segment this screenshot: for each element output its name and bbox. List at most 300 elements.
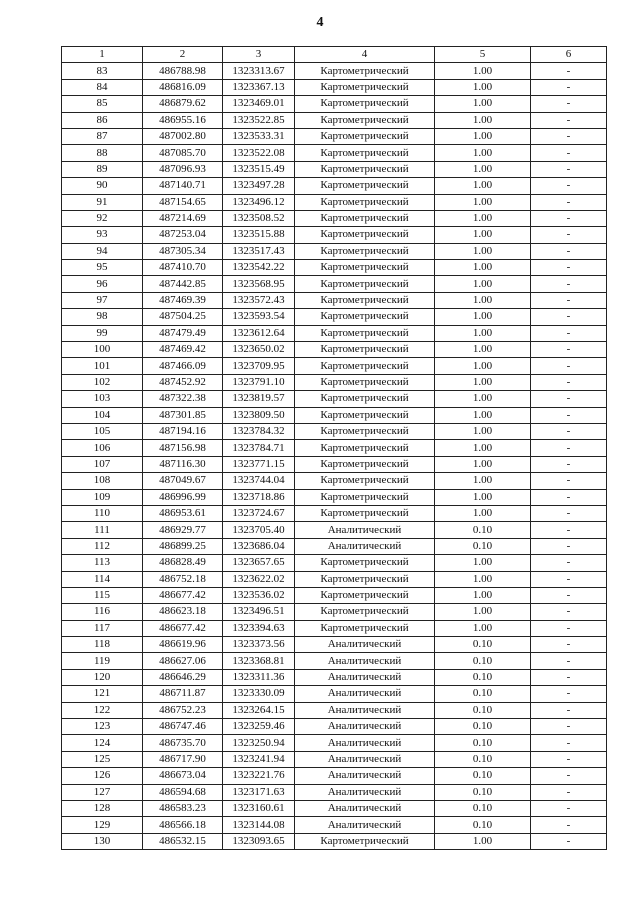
table-row xyxy=(62,555,607,571)
table-row xyxy=(62,145,607,161)
method-cell: Картометрический xyxy=(295,128,435,144)
y-coordinate-cell: 1323724.67 xyxy=(223,505,295,521)
y-coordinate-cell: 1323593.54 xyxy=(223,309,295,325)
x-coordinate-cell: 486752.18 xyxy=(143,571,223,587)
y-coordinate-cell: 1323718.86 xyxy=(223,489,295,505)
method-cell: Аналитический xyxy=(295,637,435,653)
point-number-cell: 107 xyxy=(62,456,143,472)
y-coordinate-cell: 1323517.43 xyxy=(223,243,295,259)
y-coordinate-cell: 1323657.65 xyxy=(223,555,295,571)
point-number-cell: 105 xyxy=(62,423,143,439)
table-row xyxy=(62,505,607,521)
y-coordinate-cell: 1323330.09 xyxy=(223,686,295,702)
y-coordinate-cell: 1323144.08 xyxy=(223,817,295,833)
x-coordinate-cell: 487194.16 xyxy=(143,423,223,439)
method-cell: Картометрический xyxy=(295,260,435,276)
y-coordinate-cell: 1323784.32 xyxy=(223,423,295,439)
table-row xyxy=(62,292,607,308)
x-coordinate-cell: 487002.80 xyxy=(143,128,223,144)
point-number-cell: 90 xyxy=(62,178,143,194)
x-coordinate-cell: 487504.25 xyxy=(143,309,223,325)
y-coordinate-cell: 1323313.67 xyxy=(223,63,295,79)
x-coordinate-cell: 486752.23 xyxy=(143,702,223,718)
point-number-cell: 112 xyxy=(62,538,143,554)
method-cell: Картометрический xyxy=(295,473,435,489)
accuracy-cell: 0.10 xyxy=(435,800,531,816)
accuracy-cell: 1.00 xyxy=(435,276,531,292)
accuracy-cell: 1.00 xyxy=(435,423,531,439)
point-number-cell: 106 xyxy=(62,440,143,456)
x-coordinate-cell: 487253.04 xyxy=(143,227,223,243)
point-number-cell: 127 xyxy=(62,784,143,800)
table-row xyxy=(62,604,607,620)
x-coordinate-cell: 487469.42 xyxy=(143,342,223,358)
x-coordinate-cell: 486594.68 xyxy=(143,784,223,800)
y-coordinate-cell: 1323259.46 xyxy=(223,719,295,735)
note-cell: - xyxy=(531,538,607,554)
table-row xyxy=(62,128,607,144)
note-cell: - xyxy=(531,145,607,161)
note-cell: - xyxy=(531,522,607,538)
y-coordinate-cell: 1323497.28 xyxy=(223,178,295,194)
method-cell: Аналитический xyxy=(295,719,435,735)
accuracy-cell: 0.10 xyxy=(435,817,531,833)
method-cell: Картометрический xyxy=(295,325,435,341)
table-row xyxy=(62,489,607,505)
note-cell: - xyxy=(531,604,607,620)
note-cell: - xyxy=(531,686,607,702)
note-cell: - xyxy=(531,227,607,243)
table-row xyxy=(62,374,607,390)
x-coordinate-cell: 487140.71 xyxy=(143,178,223,194)
point-number-cell: 83 xyxy=(62,63,143,79)
note-cell: - xyxy=(531,800,607,816)
table-row xyxy=(62,751,607,767)
y-coordinate-cell: 1323368.81 xyxy=(223,653,295,669)
accuracy-cell: 0.10 xyxy=(435,522,531,538)
table-row xyxy=(62,587,607,603)
table-row xyxy=(62,227,607,243)
x-coordinate-cell: 486828.49 xyxy=(143,555,223,571)
y-coordinate-cell: 1323367.13 xyxy=(223,79,295,95)
point-number-cell: 124 xyxy=(62,735,143,751)
table-row xyxy=(62,194,607,210)
accuracy-cell: 1.00 xyxy=(435,325,531,341)
method-cell: Аналитический xyxy=(295,768,435,784)
method-cell: Картометрический xyxy=(295,63,435,79)
note-cell: - xyxy=(531,637,607,653)
method-cell: Картометрический xyxy=(295,342,435,358)
point-number-cell: 88 xyxy=(62,145,143,161)
point-number-cell: 116 xyxy=(62,604,143,620)
y-coordinate-cell: 1323622.02 xyxy=(223,571,295,587)
method-cell: Картометрический xyxy=(295,276,435,292)
table-row xyxy=(62,243,607,259)
accuracy-cell: 0.10 xyxy=(435,669,531,685)
table-row xyxy=(62,571,607,587)
accuracy-cell: 1.00 xyxy=(435,79,531,95)
note-cell: - xyxy=(531,669,607,685)
method-cell: Картометрический xyxy=(295,374,435,390)
table-row xyxy=(62,358,607,374)
accuracy-cell: 1.00 xyxy=(435,440,531,456)
table-row xyxy=(62,522,607,538)
x-coordinate-cell: 486996.99 xyxy=(143,489,223,505)
y-coordinate-cell: 1323705.40 xyxy=(223,522,295,538)
table-row xyxy=(62,309,607,325)
table-row xyxy=(62,702,607,718)
note-cell: - xyxy=(531,96,607,112)
method-cell: Картометрический xyxy=(295,456,435,472)
table-row xyxy=(62,653,607,669)
x-coordinate-cell: 487410.70 xyxy=(143,260,223,276)
accuracy-cell: 1.00 xyxy=(435,292,531,308)
y-coordinate-cell: 1323533.31 xyxy=(223,128,295,144)
method-cell: Картометрический xyxy=(295,210,435,226)
method-cell: Аналитический xyxy=(295,686,435,702)
point-number-cell: 85 xyxy=(62,96,143,112)
accuracy-cell: 1.00 xyxy=(435,227,531,243)
accuracy-cell: 1.00 xyxy=(435,178,531,194)
method-cell: Аналитический xyxy=(295,784,435,800)
x-coordinate-cell: 486566.18 xyxy=(143,817,223,833)
note-cell: - xyxy=(531,112,607,128)
point-number-cell: 111 xyxy=(62,522,143,538)
point-number-cell: 109 xyxy=(62,489,143,505)
column-header: 1 xyxy=(62,47,143,63)
accuracy-cell: 1.00 xyxy=(435,161,531,177)
note-cell: - xyxy=(531,178,607,194)
y-coordinate-cell: 1323515.88 xyxy=(223,227,295,243)
table-row xyxy=(62,161,607,177)
method-cell: Картометрический xyxy=(295,194,435,210)
table-row xyxy=(62,768,607,784)
x-coordinate-cell: 486735.70 xyxy=(143,735,223,751)
point-number-cell: 89 xyxy=(62,161,143,177)
note-cell: - xyxy=(531,505,607,521)
accuracy-cell: 1.00 xyxy=(435,260,531,276)
x-coordinate-cell: 487479.49 xyxy=(143,325,223,341)
point-number-cell: 113 xyxy=(62,555,143,571)
point-number-cell: 110 xyxy=(62,505,143,521)
point-number-cell: 121 xyxy=(62,686,143,702)
method-cell: Картометрический xyxy=(295,440,435,456)
accuracy-cell: 1.00 xyxy=(435,112,531,128)
y-coordinate-cell: 1323709.95 xyxy=(223,358,295,374)
accuracy-cell: 0.10 xyxy=(435,768,531,784)
method-cell: Картометрический xyxy=(295,358,435,374)
accuracy-cell: 1.00 xyxy=(435,391,531,407)
method-cell: Картометрический xyxy=(295,587,435,603)
point-number-cell: 122 xyxy=(62,702,143,718)
method-cell: Аналитический xyxy=(295,538,435,554)
point-number-cell: 126 xyxy=(62,768,143,784)
note-cell: - xyxy=(531,735,607,751)
method-cell: Аналитический xyxy=(295,653,435,669)
accuracy-cell: 1.00 xyxy=(435,309,531,325)
note-cell: - xyxy=(531,128,607,144)
method-cell: Аналитический xyxy=(295,522,435,538)
x-coordinate-cell: 486955.16 xyxy=(143,112,223,128)
table-row xyxy=(62,800,607,816)
y-coordinate-cell: 1323522.85 xyxy=(223,112,295,128)
table-row xyxy=(62,178,607,194)
method-cell: Картометрический xyxy=(295,96,435,112)
note-cell: - xyxy=(531,325,607,341)
y-coordinate-cell: 1323568.95 xyxy=(223,276,295,292)
x-coordinate-cell: 486532.15 xyxy=(143,833,223,849)
point-number-cell: 123 xyxy=(62,719,143,735)
column-header: 4 xyxy=(295,47,435,63)
note-cell: - xyxy=(531,440,607,456)
accuracy-cell: 1.00 xyxy=(435,374,531,390)
x-coordinate-cell: 486879.62 xyxy=(143,96,223,112)
accuracy-cell: 0.10 xyxy=(435,719,531,735)
table-row xyxy=(62,276,607,292)
accuracy-cell: 0.10 xyxy=(435,735,531,751)
x-coordinate-cell: 487305.34 xyxy=(143,243,223,259)
y-coordinate-cell: 1323250.94 xyxy=(223,735,295,751)
note-cell: - xyxy=(531,309,607,325)
x-coordinate-cell: 486788.98 xyxy=(143,63,223,79)
accuracy-cell: 1.00 xyxy=(435,243,531,259)
accuracy-cell: 1.00 xyxy=(435,555,531,571)
note-cell: - xyxy=(531,587,607,603)
point-number-cell: 120 xyxy=(62,669,143,685)
method-cell: Картометрический xyxy=(295,243,435,259)
table-row xyxy=(62,79,607,95)
point-number-cell: 94 xyxy=(62,243,143,259)
point-number-cell: 129 xyxy=(62,817,143,833)
accuracy-cell: 0.10 xyxy=(435,637,531,653)
x-coordinate-cell: 486816.09 xyxy=(143,79,223,95)
table-row xyxy=(62,669,607,685)
y-coordinate-cell: 1323542.22 xyxy=(223,260,295,276)
x-coordinate-cell: 486899.25 xyxy=(143,538,223,554)
table-row xyxy=(62,407,607,423)
point-number-cell: 98 xyxy=(62,309,143,325)
x-coordinate-cell: 487466.09 xyxy=(143,358,223,374)
y-coordinate-cell: 1323522.08 xyxy=(223,145,295,161)
method-cell: Картометрический xyxy=(295,391,435,407)
accuracy-cell: 1.00 xyxy=(435,620,531,636)
note-cell: - xyxy=(531,620,607,636)
table-row xyxy=(62,325,607,341)
point-number-cell: 108 xyxy=(62,473,143,489)
point-number-cell: 104 xyxy=(62,407,143,423)
method-cell: Картометрический xyxy=(295,833,435,849)
x-coordinate-cell: 487156.98 xyxy=(143,440,223,456)
method-cell: Аналитический xyxy=(295,735,435,751)
method-cell: Картометрический xyxy=(295,407,435,423)
x-coordinate-cell: 486711.87 xyxy=(143,686,223,702)
x-coordinate-cell: 486677.42 xyxy=(143,620,223,636)
y-coordinate-cell: 1323171.63 xyxy=(223,784,295,800)
point-number-cell: 130 xyxy=(62,833,143,849)
y-coordinate-cell: 1323496.51 xyxy=(223,604,295,620)
note-cell: - xyxy=(531,260,607,276)
y-coordinate-cell: 1323784.71 xyxy=(223,440,295,456)
column-header: 3 xyxy=(223,47,295,63)
y-coordinate-cell: 1323221.76 xyxy=(223,768,295,784)
method-cell: Аналитический xyxy=(295,702,435,718)
point-number-cell: 103 xyxy=(62,391,143,407)
table-row xyxy=(62,112,607,128)
x-coordinate-cell: 487085.70 xyxy=(143,145,223,161)
point-number-cell: 99 xyxy=(62,325,143,341)
table-body xyxy=(62,63,607,850)
accuracy-cell: 1.00 xyxy=(435,473,531,489)
table-row xyxy=(62,735,607,751)
accuracy-cell: 1.00 xyxy=(435,489,531,505)
accuracy-cell: 1.00 xyxy=(435,358,531,374)
x-coordinate-cell: 486747.46 xyxy=(143,719,223,735)
y-coordinate-cell: 1323311.36 xyxy=(223,669,295,685)
accuracy-cell: 1.00 xyxy=(435,587,531,603)
note-cell: - xyxy=(531,210,607,226)
method-cell: Аналитический xyxy=(295,817,435,833)
note-cell: - xyxy=(531,571,607,587)
y-coordinate-cell: 1323744.04 xyxy=(223,473,295,489)
table-row xyxy=(62,440,607,456)
x-coordinate-cell: 487452.92 xyxy=(143,374,223,390)
table-row xyxy=(62,96,607,112)
accuracy-cell: 0.10 xyxy=(435,653,531,669)
accuracy-cell: 1.00 xyxy=(435,128,531,144)
y-coordinate-cell: 1323508.52 xyxy=(223,210,295,226)
x-coordinate-cell: 486673.04 xyxy=(143,768,223,784)
method-cell: Картометрический xyxy=(295,178,435,194)
point-number-cell: 100 xyxy=(62,342,143,358)
point-number-cell: 125 xyxy=(62,751,143,767)
point-number-cell: 128 xyxy=(62,800,143,816)
table-row xyxy=(62,817,607,833)
y-coordinate-cell: 1323819.57 xyxy=(223,391,295,407)
x-coordinate-cell: 487301.85 xyxy=(143,407,223,423)
method-cell: Картометрический xyxy=(295,161,435,177)
y-coordinate-cell: 1323264.15 xyxy=(223,702,295,718)
x-coordinate-cell: 487116.30 xyxy=(143,456,223,472)
x-coordinate-cell: 487096.93 xyxy=(143,161,223,177)
column-header: 6 xyxy=(531,47,607,63)
table-row xyxy=(62,538,607,554)
accuracy-cell: 1.00 xyxy=(435,604,531,620)
y-coordinate-cell: 1323394.63 xyxy=(223,620,295,636)
note-cell: - xyxy=(531,243,607,259)
method-cell: Картометрический xyxy=(295,423,435,439)
y-coordinate-cell: 1323241.94 xyxy=(223,751,295,767)
x-coordinate-cell: 486646.29 xyxy=(143,669,223,685)
point-number-cell: 92 xyxy=(62,210,143,226)
table-row xyxy=(62,342,607,358)
point-number-cell: 117 xyxy=(62,620,143,636)
method-cell: Картометрический xyxy=(295,79,435,95)
table-header-row xyxy=(62,47,607,63)
note-cell: - xyxy=(531,784,607,800)
y-coordinate-cell: 1323809.50 xyxy=(223,407,295,423)
column-header: 5 xyxy=(435,47,531,63)
x-coordinate-cell: 486583.23 xyxy=(143,800,223,816)
note-cell: - xyxy=(531,489,607,505)
table-row xyxy=(62,391,607,407)
accuracy-cell: 1.00 xyxy=(435,342,531,358)
accuracy-cell: 1.00 xyxy=(435,407,531,423)
table-row xyxy=(62,686,607,702)
method-cell: Картометрический xyxy=(295,620,435,636)
point-number-cell: 84 xyxy=(62,79,143,95)
y-coordinate-cell: 1323536.02 xyxy=(223,587,295,603)
x-coordinate-cell: 486623.18 xyxy=(143,604,223,620)
table-row xyxy=(62,637,607,653)
point-number-cell: 114 xyxy=(62,571,143,587)
x-coordinate-cell: 486677.42 xyxy=(143,587,223,603)
table-row xyxy=(62,63,607,79)
method-cell: Аналитический xyxy=(295,751,435,767)
note-cell: - xyxy=(531,555,607,571)
x-coordinate-cell: 486953.61 xyxy=(143,505,223,521)
accuracy-cell: 1.00 xyxy=(435,194,531,210)
note-cell: - xyxy=(531,292,607,308)
accuracy-cell: 1.00 xyxy=(435,505,531,521)
x-coordinate-cell: 487154.65 xyxy=(143,194,223,210)
point-number-cell: 91 xyxy=(62,194,143,210)
table-row xyxy=(62,210,607,226)
note-cell: - xyxy=(531,194,607,210)
table-row xyxy=(62,473,607,489)
table-row xyxy=(62,833,607,849)
y-coordinate-cell: 1323373.56 xyxy=(223,637,295,653)
y-coordinate-cell: 1323650.02 xyxy=(223,342,295,358)
point-number-cell: 95 xyxy=(62,260,143,276)
note-cell: - xyxy=(531,407,607,423)
x-coordinate-cell: 487049.67 xyxy=(143,473,223,489)
point-number-cell: 118 xyxy=(62,637,143,653)
accuracy-cell: 0.10 xyxy=(435,784,531,800)
accuracy-cell: 0.10 xyxy=(435,538,531,554)
table-row xyxy=(62,719,607,735)
accuracy-cell: 1.00 xyxy=(435,456,531,472)
note-cell: - xyxy=(531,342,607,358)
note-cell: - xyxy=(531,817,607,833)
table-row xyxy=(62,784,607,800)
note-cell: - xyxy=(531,833,607,849)
point-number-cell: 93 xyxy=(62,227,143,243)
table-row xyxy=(62,456,607,472)
x-coordinate-cell: 487469.39 xyxy=(143,292,223,308)
accuracy-cell: 1.00 xyxy=(435,96,531,112)
x-coordinate-cell: 486717.90 xyxy=(143,751,223,767)
method-cell: Картометрический xyxy=(295,145,435,161)
y-coordinate-cell: 1323686.04 xyxy=(223,538,295,554)
method-cell: Аналитический xyxy=(295,800,435,816)
y-coordinate-cell: 1323496.12 xyxy=(223,194,295,210)
y-coordinate-cell: 1323791.10 xyxy=(223,374,295,390)
table-row xyxy=(62,620,607,636)
method-cell: Картометрический xyxy=(295,571,435,587)
note-cell: - xyxy=(531,391,607,407)
page-number: 4 xyxy=(316,15,324,30)
note-cell: - xyxy=(531,768,607,784)
y-coordinate-cell: 1323515.49 xyxy=(223,161,295,177)
x-coordinate-cell: 487322.38 xyxy=(143,391,223,407)
method-cell: Картометрический xyxy=(295,112,435,128)
accuracy-cell: 1.00 xyxy=(435,833,531,849)
method-cell: Картометрический xyxy=(295,604,435,620)
y-coordinate-cell: 1323160.61 xyxy=(223,800,295,816)
method-cell: Картометрический xyxy=(295,309,435,325)
accuracy-cell: 0.10 xyxy=(435,686,531,702)
note-cell: - xyxy=(531,63,607,79)
